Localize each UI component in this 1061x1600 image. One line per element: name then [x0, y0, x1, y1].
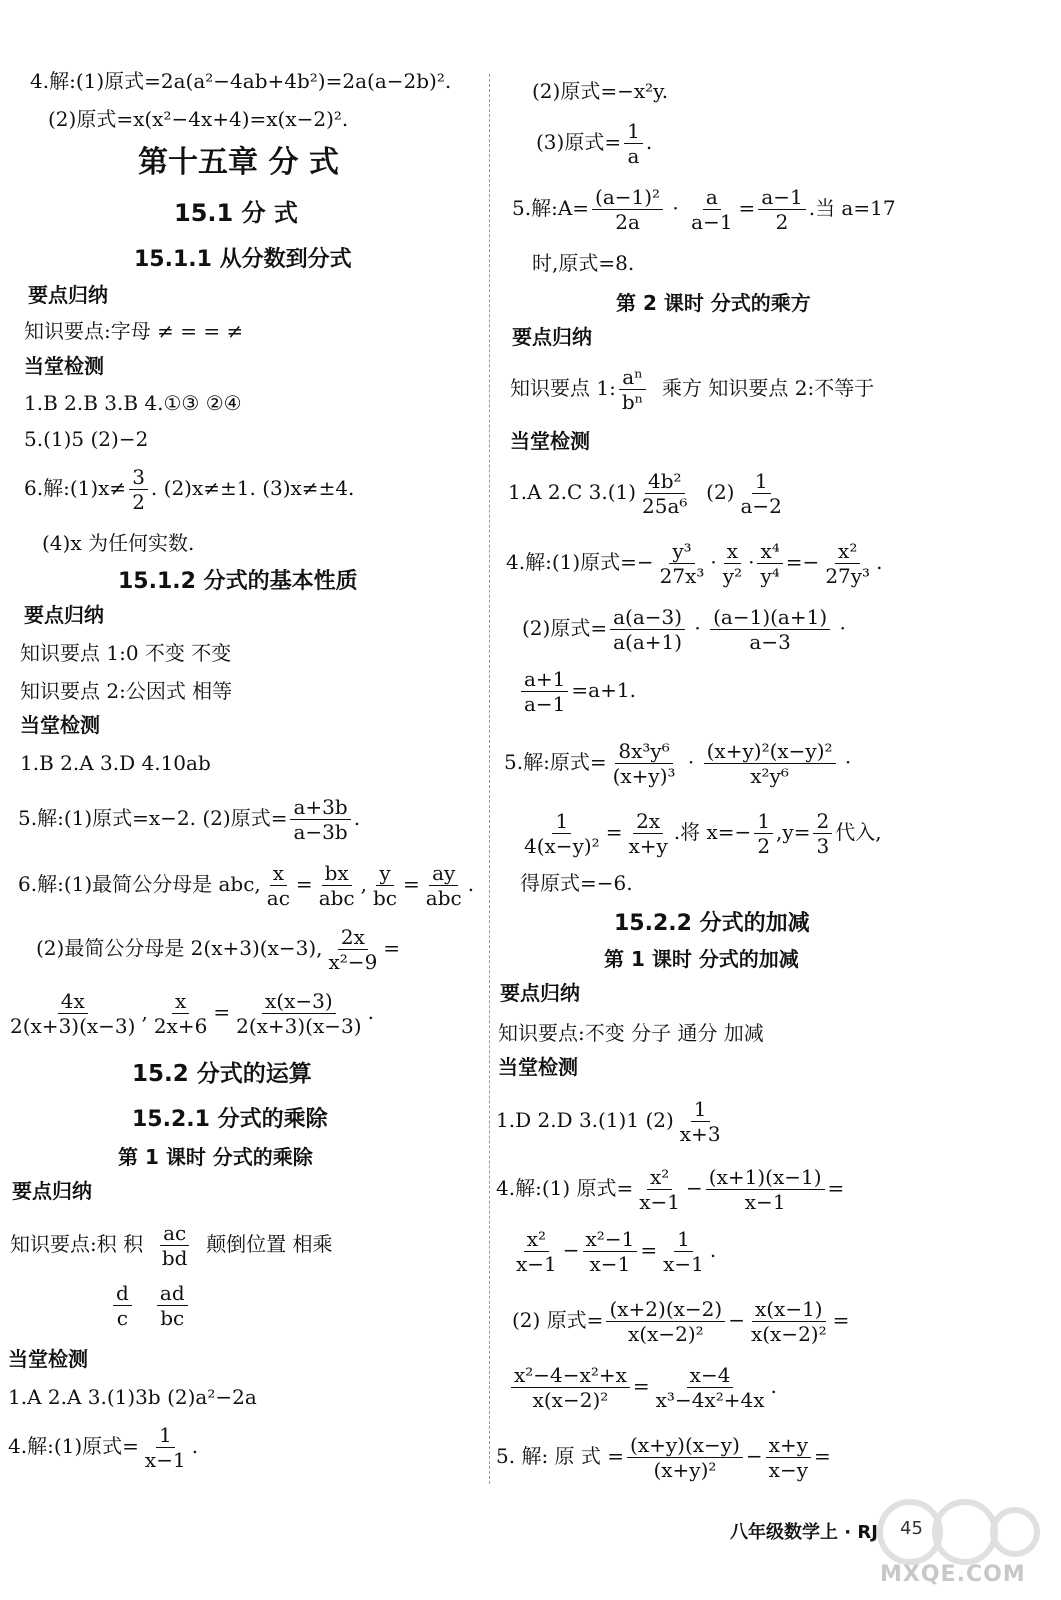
fraction: $\frac{y}{bc}$	[372, 861, 397, 910]
check-heading: 当堂检测	[8, 1347, 88, 1371]
lesson-title: 第 1 课时 分式的加减	[604, 947, 799, 971]
key-points-text: 知识要点 1:0 不变 不变	[20, 641, 232, 665]
q6b-part2-cont: $\frac{4x}{2(x+3)(x-3)}$ , $\frac{x}{2x+6}$ = $\frac{x(x-3)}{2(x+3)(x-3)}$ .	[4, 990, 374, 1037]
fraction: $\frac{1}{x+3}$	[679, 1097, 721, 1146]
fraction: $\frac{2}{3}$	[813, 810, 832, 857]
check-heading: 当堂检测	[20, 713, 100, 737]
watermark-text: MXQE.COM	[880, 1562, 1026, 1587]
fraction: $\frac{a+3b}{a-3b}$	[290, 796, 350, 843]
answers-q5: 5.(1)5 (2)−2	[24, 427, 149, 451]
fraction: $\frac{x}{2x+6}$	[153, 989, 208, 1038]
r6-solution: 4.解:(1) 原式= $\frac{\text{x²}}{x-1}$ − $\frac{(x+1)(x-1)}{x-1}$ =	[496, 1165, 845, 1214]
fraction: $\frac{(x+y)(x-y)}{\text{(x+y)²}}$	[627, 1434, 743, 1481]
check-heading: 当堂检测	[510, 429, 590, 453]
fraction: $\frac{\text{x²}}{x-1}$	[639, 1165, 681, 1214]
r4-part2-cont: $\frac{a+1}{a-1}$ =a+1.	[518, 668, 636, 715]
q4c-solution: 4.解:(1)原式= $\frac{1}{x-1}$ .	[8, 1423, 199, 1472]
section-15-1: 15.1 分 式	[174, 199, 298, 227]
key-points-text: 知识要点:积 积 $\frac{ac}{bd}$ 颠倒位置 相乘	[10, 1221, 333, 1270]
key-points-heading: 要点归纳	[24, 603, 104, 627]
q6-solution: 6.解:(1)x≠ $\frac{3}{2}$ . (2)x≠±1. (3)x≠±4.	[24, 465, 355, 514]
r5-solution: 5.解:原式= $\frac{\text{8x³y⁶}}{\text{(x+y)³}}$ · $\frac{\text{(x+y)²(x−y)²}}{\text{x²y⁶}}$ ·	[504, 739, 852, 788]
q6b-part2: (2)最简公分母是 2(x+3)(x−3), $\frac{2x}{\text{x²−9}}$ =	[36, 925, 401, 974]
r5-result: 得原式=−6.	[520, 871, 633, 895]
fraction: $\frac{\text{x²−4−x²+x}}{\text{x(x−2)²}}$	[511, 1364, 630, 1411]
r6-cont: $\frac{\text{x²}}{x-1}$ − $\frac{\text{x²−1}}{x-1}$ = $\frac{1}{x-1}$ .	[510, 1228, 716, 1275]
fraction: $\frac{1}{x-1}$	[663, 1227, 704, 1276]
fraction: $\frac{a}{a-1}$	[691, 185, 733, 234]
check-heading: 当堂检测	[24, 354, 104, 378]
fraction: $\frac{\text{x²}}{x-1}$	[516, 1227, 557, 1276]
fraction: $\frac{3}{2}$	[129, 466, 148, 513]
r5-cont: $\frac{1}{\text{4(x−y)²}}$ = $\frac{2x}{x+y}$ .将 x=− $\frac{1}{2}$ ,y= $\frac{2}{3}$ 代入,	[518, 810, 882, 857]
r-q4-part2: (2)原式=−x²y.	[532, 79, 669, 103]
fraction: $\frac{\text{x⁴}}{\text{y⁴}}$	[757, 540, 782, 587]
fraction: $\frac{x}{ac}$	[266, 861, 290, 910]
fraction: $\frac{x(x-1)}{\text{x(x−2)²}}$	[750, 1297, 827, 1346]
fraction: $\frac{(a-1)(a+1)}{a-3}$	[710, 606, 830, 653]
fraction: $\frac{x+y}{x-y}$	[766, 1434, 811, 1481]
section-15-2: 15.2 分式的运算	[132, 1061, 312, 1087]
section-15-2-2: 15.2.2 分式的加减	[614, 911, 810, 936]
fraction: $\frac{1}{\text{4(x−y)²}}$	[524, 809, 600, 858]
key-points-heading: 要点归纳	[28, 283, 108, 307]
fraction: $\frac{ad}{bc}$	[157, 1282, 188, 1329]
r4-part2: (2)原式= $\frac{a(a-3)}{a(a+1)}$ · $\frac{(a-1)(a+1)}{a-3}$ ·	[522, 605, 846, 654]
page-number: 45	[900, 1518, 923, 1539]
r-q5-solution: 5.解:A= $\frac{\text{(a−1)²}}{2a}$ · $\frac{a}{a-1}$ = $\frac{a-1}{2}$ .当 a=17	[512, 185, 896, 234]
fraction: $\frac{2x}{\text{x²−9}}$	[328, 925, 378, 974]
fraction: $\frac{x-4}{\text{x³−4x²+4x}}$	[655, 1363, 765, 1412]
fraction: $\frac{\text{aⁿ}}{\text{bⁿ}}$	[619, 366, 646, 413]
fraction: $\frac{2x}{x+y}$	[628, 809, 668, 858]
fraction: $\frac{x(x-3)}{2(x+3)(x-3)}$	[236, 989, 362, 1038]
fraction: $\frac{d}{c}$	[113, 1282, 132, 1329]
key-points-heading: 要点归纳	[512, 325, 592, 349]
fraction: $\frac{x}{\text{y²}}$	[722, 539, 743, 588]
fraction: $\frac{a(a-3)}{a(a+1)}$	[610, 606, 685, 653]
section-15-1-2: 15.1.2 分式的基本性质	[118, 569, 358, 594]
fraction: $\frac{(x+1)(x-1)}{x-1}$	[706, 1166, 825, 1213]
q6-part4: (4)x 为任何实数.	[42, 531, 195, 555]
fraction: $\frac{(x+2)(x-2)}{\text{x(x−2)²}}$	[606, 1298, 725, 1345]
answers-line: 1.A 2.C 3.(1) $\frac{\text{4b²}}{\text{25a⁶}}$ (2) $\frac{1}{a-2}$	[508, 470, 788, 517]
check-heading: 当堂检测	[498, 1055, 578, 1079]
section-15-1-1: 15.1.1 从分数到分式	[134, 247, 352, 272]
column-divider	[489, 74, 490, 1484]
fraction: $\frac{\text{(a−1)²}}{2a}$	[592, 186, 663, 233]
r8-solution: 5. 解: 原 式 = $\frac{(x+y)(x-y)}{\text{(x+y)²}}$ − $\frac{x+y}{x-y}$ =	[496, 1433, 831, 1482]
fraction: $\frac{\text{x²}}{\text{27y³}}$	[825, 539, 871, 588]
key-points-text: 知识要点 2:公因式 相等	[20, 679, 233, 703]
fraction: $\frac{a-1}{2}$	[758, 186, 805, 233]
fraction: ay abc	[425, 861, 462, 910]
fraction: $\frac{a+1}{a-1}$	[521, 668, 568, 715]
fraction: $\frac{1}{2}$	[754, 810, 773, 857]
fraction: $\frac{\text{y³}}{\text{27x³}}$	[659, 539, 705, 588]
lesson-title: 第 2 课时 分式的乘方	[616, 291, 811, 315]
fraction: $\frac{\text{4b²}}{\text{25a⁶}}$	[642, 469, 688, 518]
footer-grade: 八年级数学上 · RJ	[730, 1522, 878, 1543]
key-points-heading: 要点归纳	[12, 1179, 92, 1203]
key-points-fractions	[110, 1282, 191, 1329]
fraction: $\frac{\text{8x³y⁶}}{\text{(x+y)³}}$	[612, 739, 676, 788]
key-points-text: 知识要点:字母 ≠ = = ≠	[24, 319, 244, 343]
r-q4-part3: (3)原式= $\frac{1}{a}$ .	[536, 119, 653, 168]
q5-solution: 5.解:(1)原式=x−2. (2)原式= $\frac{a+3b}{a-3b}$ .	[18, 795, 361, 844]
fraction: $\frac{1}{a-2}$	[740, 469, 782, 518]
answers-line: 1.A 2.A 3.(1)3b (2)a²−2a	[8, 1385, 257, 1409]
fraction: $\frac{1}{x-1}$	[144, 1423, 186, 1472]
chapter-title: 第十五章 分 式	[138, 145, 339, 180]
q4-solution-line1: 4.解:(1)原式=2a(a²−4ab+4b²)=2a(a−2b)².	[30, 69, 452, 93]
r-q5-line2: 时,原式=8.	[532, 251, 635, 275]
r7-cont: $\frac{\text{x²−4−x²+x}}{\text{x(x−2)²}}$ = $\frac{x-4}{\text{x³−4x²+4x}}$ .	[508, 1364, 777, 1411]
lesson-title: 第 1 课时 分式的乘除	[118, 1145, 313, 1169]
fraction: $\frac{ac}{bd}$	[161, 1221, 188, 1270]
section-15-2-1: 15.2.1 分式的乘除	[132, 1107, 328, 1132]
key-points-heading: 要点归纳	[500, 981, 580, 1005]
key-points-text: 知识要点 1: $\frac{\text{aⁿ}}{\text{bⁿ}}$ 乘方 知识要点 2:不等于	[510, 365, 875, 414]
q6b-solution: 6.解:(1)最简公分母是 abc, $\frac{x}{ac}$ = bx abc , $\frac{y}{bc}$ = ay abc .	[18, 861, 475, 910]
fraction: $\frac{\text{(x+y)²(x−y)²}}{\text{x²y⁶}}$	[704, 740, 836, 787]
key-points-text: 知识要点:不变 分子 通分 加减	[498, 1021, 764, 1045]
answers-line: 1.D 2.D 3.(1)1 (2) $\frac{1}{x+3}$	[496, 1098, 727, 1145]
fraction: $\frac{1}{a}$	[624, 120, 643, 167]
r4-solution: 4.解:(1)原式=− $\frac{\text{y³}}{\text{27x³}}$ · $\frac{x}{\text{y²}}$ · $\frac{\text{x⁴}}{\text{y⁴}}$ =− $\frac{\text{x²}}{\text{27y³}}$ .	[506, 539, 883, 588]
answers-line: 1.B 2.A 3.D 4.10ab	[20, 751, 211, 775]
q4-solution-line2: (2)原式=x(x²−4x+4)=x(x−2)².	[48, 107, 349, 131]
r7-solution: (2) 原式= $\frac{(x+2)(x-2)}{\text{x(x−2)²}}$ − $\frac{x(x-1)}{\text{x(x−2)²}}$ =	[512, 1297, 850, 1346]
fraction: bx abc	[318, 861, 355, 910]
fraction: $\frac{4x}{2(x+3)(x-3)}$	[10, 989, 136, 1038]
fraction: $\frac{\text{x²−1}}{x-1}$	[583, 1228, 638, 1275]
answers-line: 1.B 2.B 3.B 4.①③ ②④	[24, 391, 242, 415]
